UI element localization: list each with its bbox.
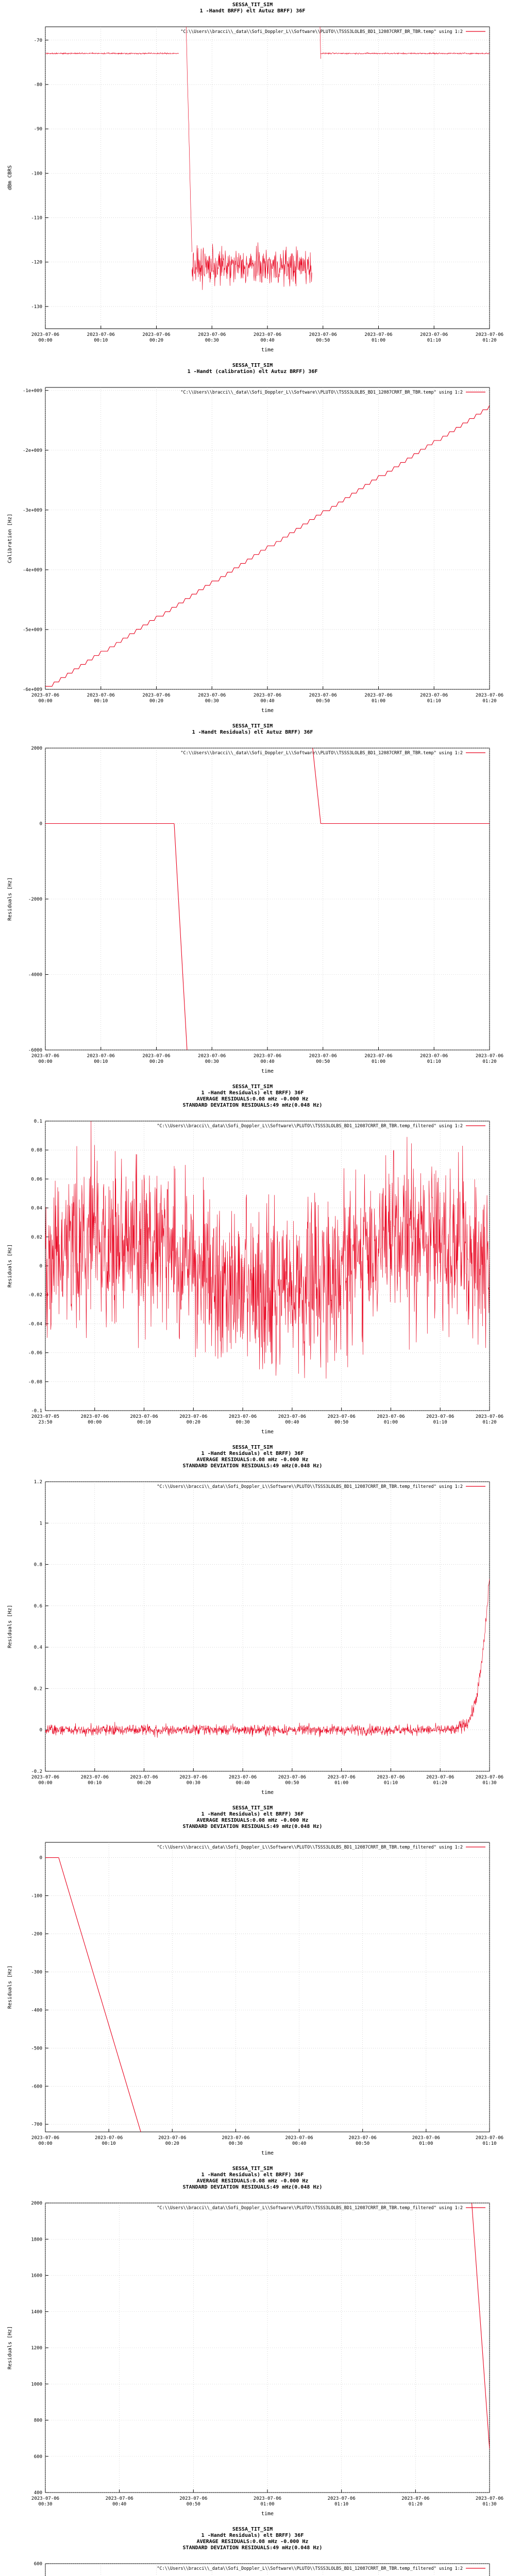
chart-title-line: AVERAGE RESIDUALS:0.08 mHz -0.000 Hz — [196, 2539, 309, 2545]
x-tick-label: 2023-07-06 00:50 — [309, 1054, 337, 1064]
series-line — [45, 1114, 490, 1379]
y-axis-label: Residuals [Hz] — [7, 1244, 13, 1288]
chart-title-line: AVERAGE RESIDUALS:0.08 mHz -0.000 Hz — [196, 1818, 309, 1823]
x-tick-label: 2023-07-06 00:40 — [105, 2496, 133, 2507]
y-tick-label: 400 — [33, 2490, 42, 2496]
x-tick-label: 2023-07-06 01:10 — [377, 1775, 405, 1786]
legend-entry: "C:\\Users\\bracci\\_data\\Sofi_Doppler_L\\Software\\PLUTO\\TSSS3LOLBS_BD1_12087CRRT_BR_TBR.temp_filtered" using 1:2 — [157, 2566, 463, 2571]
chart-title-line: SESSA_TIT_SIM — [232, 2, 273, 8]
x-tick-label: 2023-07-06 00:10 — [87, 332, 115, 343]
y-tick-label: -80 — [33, 82, 42, 88]
x-tick-label: 2023-07-06 01:20 — [426, 1775, 454, 1786]
y-tick-label: -120 — [31, 260, 42, 265]
x-tick-label: 2023-07-06 00:20 — [142, 693, 171, 704]
y-tick-label: -0.08 — [28, 1379, 42, 1385]
y-tick-label: 0.04 — [31, 1206, 42, 1211]
y-tick-label: -0.1 — [31, 1409, 42, 1414]
y-axis-label: Residuals [Hz] — [7, 1604, 13, 1649]
y-tick-label: -70 — [33, 38, 42, 43]
chart-title-line: SESSA_TIT_SIM — [232, 1445, 273, 1450]
chart-title-line: STANDARD DEVIATION RESIDUALS:49 mHz(0.048 Hz) — [182, 2184, 323, 2190]
x-tick-label: 2023-07-06 00:10 — [130, 1414, 158, 1425]
y-axis-label: dBm CBRS — [7, 165, 13, 191]
x-tick-label: 2023-07-06 01:10 — [327, 2496, 356, 2507]
y-tick-label: -100 — [31, 171, 42, 177]
x-tick-label: 2023-07-06 01:30 — [475, 2496, 504, 2507]
y-tick-label: -200 — [31, 1931, 42, 1937]
y-axis-label: Calibration [Hz] — [7, 513, 13, 564]
x-tick-label: 2023-07-06 00:00 — [31, 693, 60, 704]
x-axis-label: time — [261, 2511, 274, 2517]
y-tick-label: 0 — [39, 1855, 42, 1861]
y-tick-label: 0.08 — [31, 1148, 42, 1154]
legend-entry: "C:\\Users\\bracci\\_data\\Sofi_Doppler_L\\Software\\PLUTO\\TSSS3LOLBS_BD1_12087CRRT_BR_TBR.temp_filtered" using 1:2 — [157, 2206, 463, 2211]
x-tick-label: 2023-07-06 00:30 — [229, 1414, 257, 1425]
legend-entry: "C:\\Users\\bracci\\_data\\Sofi_Doppler_L\\Software\\PLUTO\\TSSS3LOLBS_BD1_12087CRRT_BR_TBR.temp" using 1:2 — [180, 29, 463, 35]
chart-svg — [0, 1803, 505, 2164]
y-tick-label: -500 — [31, 2046, 42, 2052]
y-tick-label: 0.2 — [33, 1686, 42, 1692]
x-tick-label: 2023-07-06 00:30 — [198, 1054, 226, 1064]
x-tick-label: 2023-07-06 00:40 — [229, 1775, 257, 1786]
y-tick-label: -0.06 — [28, 1350, 42, 1356]
x-tick-label: 2023-07-06 00:40 — [253, 332, 282, 343]
y-tick-label: 600 — [33, 2454, 42, 2460]
x-tick-label: 2023-07-06 00:00 — [31, 332, 60, 343]
y-tick-label: 0 — [39, 1727, 42, 1733]
y-tick-label: -6e+009 — [23, 687, 42, 692]
y-tick-label: -0.2 — [31, 1769, 42, 1774]
series-line — [59, 1858, 143, 2140]
x-tick-label: 2023-07-06 01:10 — [426, 1414, 454, 1425]
x-tick-label: 2023-07-06 00:30 — [198, 693, 226, 704]
x-tick-label: 2023-07-06 00:40 — [278, 1414, 306, 1425]
y-tick-label: -5e+009 — [23, 627, 42, 633]
chart-svg — [0, 1443, 505, 1803]
y-tick-label: 0.02 — [31, 1234, 42, 1240]
plot-frame — [45, 387, 490, 689]
x-tick-label: 2023-07-06 00:20 — [130, 1775, 158, 1786]
y-tick-label: 0.4 — [33, 1645, 42, 1651]
chart-svg — [0, 2524, 505, 2576]
x-tick-label: 2023-07-06 01:00 — [364, 693, 393, 704]
chart-title-line: 1 -Handt Residuals) elt BRFF) 36F — [201, 1090, 304, 1096]
y-tick-label: -300 — [31, 1970, 42, 1975]
x-tick-label: 2023-07-06 00:10 — [87, 693, 115, 704]
chart-panel — [0, 1082, 505, 1443]
chart-panel — [0, 721, 505, 1082]
chart-panel — [0, 2164, 505, 2524]
y-tick-label: -700 — [31, 2122, 42, 2128]
x-tick-label: 2023-07-06 00:50 — [179, 2496, 208, 2507]
x-tick-label: 2023-07-06 00:00 — [31, 1775, 60, 1786]
chart-title-line: 1 -Handt Residuals) elt BRFF) 36F — [201, 2172, 304, 2178]
chart-panel — [0, 0, 505, 361]
series-line — [321, 53, 490, 54]
y-tick-label: -4e+009 — [23, 567, 42, 573]
y-tick-label: -100 — [31, 1893, 42, 1899]
x-tick-label: 2023-07-06 00:30 — [179, 1775, 208, 1786]
y-tick-label: -0.02 — [28, 1293, 42, 1298]
legend-entry: "C:\\Users\\bracci\\_data\\Sofi_Doppler_L\\Software\\PLUTO\\TSSS3LOLBS_BD1_12087CRRT_BR_TBR.temp_filtered" using 1:2 — [157, 1124, 463, 1129]
x-tick-label: 2023-07-06 00:20 — [142, 1054, 171, 1064]
chart-title-line: AVERAGE RESIDUALS:0.08 mHz -0.000 Hz — [196, 1096, 309, 1102]
legend-entry: "C:\\Users\\bracci\\_data\\Sofi_Doppler_L\\Software\\PLUTO\\TSSS3LOLBS_BD1_12087CRRT_BR_TBR.temp" using 1:2 — [180, 751, 463, 756]
chart-panel — [0, 361, 505, 721]
chart-title-line: AVERAGE RESIDUALS:0.08 mHz -0.000 Hz — [196, 2178, 309, 2184]
y-tick-label: 0.1 — [33, 1119, 42, 1124]
y-axis-label: Residuals [Hz] — [7, 2326, 13, 2370]
y-axis-label: Residuals [Hz] — [7, 877, 13, 921]
y-tick-label: -90 — [33, 127, 42, 132]
y-axis-label: Residuals [Hz] — [7, 1965, 13, 2009]
x-tick-label: 2023-07-06 00:30 — [31, 2496, 60, 2507]
x-tick-label: 2023-07-06 00:40 — [253, 693, 282, 704]
x-tick-label: 2023-07-06 00:20 — [179, 1414, 208, 1425]
x-tick-label: 2023-07-06 01:00 — [253, 2496, 282, 2507]
x-tick-label: 2023-07-06 01:10 — [420, 332, 448, 343]
chart-title-line: 1 -Handt Residuals) elt Autuz BRFF) 36F — [192, 730, 313, 735]
y-tick-label: 1000 — [31, 2382, 42, 2387]
y-tick-label: 2000 — [31, 746, 42, 751]
chart-svg — [0, 0, 505, 361]
x-tick-label: 2023-07-06 01:00 — [327, 1775, 356, 1786]
x-tick-label: 2023-07-06 00:30 — [198, 332, 226, 343]
x-tick-label: 2023-07-06 01:20 — [475, 693, 504, 704]
series-line — [174, 824, 188, 1058]
chart-title-line: 1 -Handt BRFF) elt Autuz BRFF) 36F — [199, 8, 306, 14]
y-tick-label: 1600 — [31, 2273, 42, 2279]
y-tick-label: -0.04 — [28, 1321, 42, 1327]
x-tick-label: 2023-07-06 01:30 — [475, 1775, 504, 1786]
x-tick-label: 2023-07-06 00:50 — [278, 1775, 306, 1786]
y-tick-label: 1200 — [31, 2346, 42, 2351]
series-line — [45, 53, 179, 54]
x-tick-label: 2023-07-05 23:50 — [31, 1414, 60, 1425]
y-tick-label: -110 — [31, 215, 42, 221]
chart-svg — [0, 721, 505, 1082]
chart-title-line: SESSA_TIT_SIM — [232, 2527, 273, 2532]
chart-title-line: 1 -Handt (calibration) elt Autuz BRFF) 36F — [187, 369, 318, 375]
chart-title-line: STANDARD DEVIATION RESIDUALS:49 mHz(0.048 Hz) — [182, 1463, 323, 1469]
chart-title-line: STANDARD DEVIATION RESIDUALS:49 mHz(0.048 Hz) — [182, 2545, 323, 2551]
y-tick-label: 1800 — [31, 2237, 42, 2243]
x-tick-label: 2023-07-06 01:10 — [475, 2136, 504, 2146]
y-tick-label: -2000 — [28, 897, 42, 902]
x-tick-label: 2023-07-06 00:10 — [95, 2136, 123, 2146]
x-tick-label: 2023-07-06 00:50 — [309, 693, 337, 704]
chart-svg — [0, 1082, 505, 1443]
x-tick-label: 2023-07-06 00:50 — [309, 332, 337, 343]
legend-entry: "C:\\Users\\bracci\\_data\\Sofi_Doppler_L\\Software\\PLUTO\\TSSS3LOLBS_BD1_12087CRRT_BR_TBR.temp" using 1:2 — [180, 390, 463, 395]
y-tick-label: -1e+009 — [23, 388, 42, 394]
y-tick-label: -130 — [31, 304, 42, 310]
series-line — [472, 2203, 490, 2449]
y-tick-label: 0.6 — [33, 1603, 42, 1609]
series-line — [179, 0, 192, 252]
x-tick-label: 2023-07-06 01:20 — [475, 1054, 504, 1064]
y-tick-label: 600 — [33, 2562, 42, 2567]
y-tick-label: 0.06 — [31, 1177, 42, 1182]
x-axis-label: time — [261, 708, 274, 714]
y-tick-label: 0 — [39, 821, 42, 827]
x-tick-label: 2023-07-06 00:20 — [142, 332, 171, 343]
chart-svg — [0, 361, 505, 721]
x-tick-label: 2023-07-06 01:00 — [364, 1054, 393, 1064]
x-tick-label: 2023-07-06 00:50 — [327, 1414, 356, 1425]
x-tick-label: 2023-07-06 00:40 — [285, 2136, 313, 2146]
chart-title-line: SESSA_TIT_SIM — [232, 363, 273, 368]
x-tick-label: 2023-07-06 01:10 — [420, 1054, 448, 1064]
y-tick-label: 800 — [33, 2418, 42, 2424]
chart-title-line: 1 -Handt Residuals) elt BRFF) 36F — [201, 2533, 304, 2538]
y-tick-label: -2e+009 — [23, 448, 42, 453]
plot-frame — [45, 1842, 490, 2132]
x-tick-label: 2023-07-06 01:20 — [475, 1414, 504, 1425]
chart-title-line: SESSA_TIT_SIM — [232, 1084, 273, 1090]
y-tick-label: 1.2 — [33, 1480, 42, 1485]
legend-entry: "C:\\Users\\bracci\\_data\\Sofi_Doppler_L\\Software\\PLUTO\\TSSS3LOLBS_BD1_12087CRRT_BR_TBR.temp_filtered" using 1:2 — [157, 1484, 463, 1489]
y-tick-label: 0.8 — [33, 1562, 42, 1568]
y-tick-label: -6000 — [28, 1048, 42, 1053]
plot-frame — [45, 27, 490, 329]
y-tick-label: 1 — [39, 1521, 42, 1527]
chart-title-line: 1 -Handt Residuals) elt BRFF) 36F — [201, 1811, 304, 1817]
x-tick-label: 2023-07-06 00:50 — [348, 2136, 377, 2146]
chart-title-line: SESSA_TIT_SIM — [232, 2166, 273, 2172]
x-tick-label: 2023-07-06 01:00 — [377, 1414, 405, 1425]
legend-entry: "C:\\Users\\bracci\\_data\\Sofi_Doppler_L\\Software\\PLUTO\\TSSS3LOLBS_BD1_12087CRRT_BR_TBR.temp_filtered" using 1:2 — [157, 1845, 463, 1850]
x-axis-label: time — [261, 347, 274, 353]
x-tick-label: 2023-07-06 01:00 — [364, 332, 393, 343]
x-axis-label: time — [261, 1790, 274, 1795]
x-tick-label: 2023-07-06 01:00 — [412, 2136, 440, 2146]
y-tick-label: 0 — [39, 1264, 42, 1269]
x-tick-label: 2023-07-06 01:20 — [401, 2496, 430, 2507]
x-tick-label: 2023-07-06 01:20 — [475, 332, 504, 343]
x-tick-label: 2023-07-06 00:00 — [80, 1414, 109, 1425]
x-axis-label: time — [261, 1069, 274, 1074]
y-tick-label: -400 — [31, 2008, 42, 2013]
x-axis-label: time — [261, 2150, 274, 2156]
chart-panel — [0, 1803, 505, 2164]
chart-panel — [0, 2524, 505, 2576]
y-tick-label: -600 — [31, 2084, 42, 2090]
chart-title-line: 1 -Handt Residuals) elt BRFF) 36F — [201, 1451, 304, 1456]
x-tick-label: 2023-07-06 01:10 — [420, 693, 448, 704]
chart-svg — [0, 2164, 505, 2524]
x-tick-label: 2023-07-06 00:20 — [158, 2136, 187, 2146]
x-tick-label: 2023-07-06 00:10 — [87, 1054, 115, 1064]
chart-title-line: SESSA_TIT_SIM — [232, 1805, 273, 1811]
x-tick-label: 2023-07-06 00:00 — [31, 1054, 60, 1064]
series-line — [192, 243, 312, 290]
chart-panel — [0, 1443, 505, 1803]
x-axis-label: time — [261, 1429, 274, 1435]
x-tick-label: 2023-07-06 00:40 — [253, 1054, 282, 1064]
chart-title-line: AVERAGE RESIDUALS:0.08 mHz -0.000 Hz — [196, 1457, 309, 1463]
chart-title-line: SESSA_TIT_SIM — [232, 723, 273, 729]
y-tick-label: 2000 — [31, 2201, 42, 2206]
y-tick-label: -3e+009 — [23, 507, 42, 513]
chart-title-line: STANDARD DEVIATION RESIDUALS:49 mHz(0.048 Hz) — [182, 1103, 323, 1108]
series-line — [459, 1579, 490, 1734]
x-tick-label: 2023-07-06 00:00 — [31, 2136, 60, 2146]
y-tick-label: 1400 — [31, 2309, 42, 2315]
x-tick-label: 2023-07-06 00:30 — [222, 2136, 250, 2146]
chart-title-line: STANDARD DEVIATION RESIDUALS:49 mHz(0.048 Hz) — [182, 1824, 323, 1829]
y-tick-label: -4000 — [28, 972, 42, 978]
x-tick-label: 2023-07-06 00:10 — [80, 1775, 109, 1786]
